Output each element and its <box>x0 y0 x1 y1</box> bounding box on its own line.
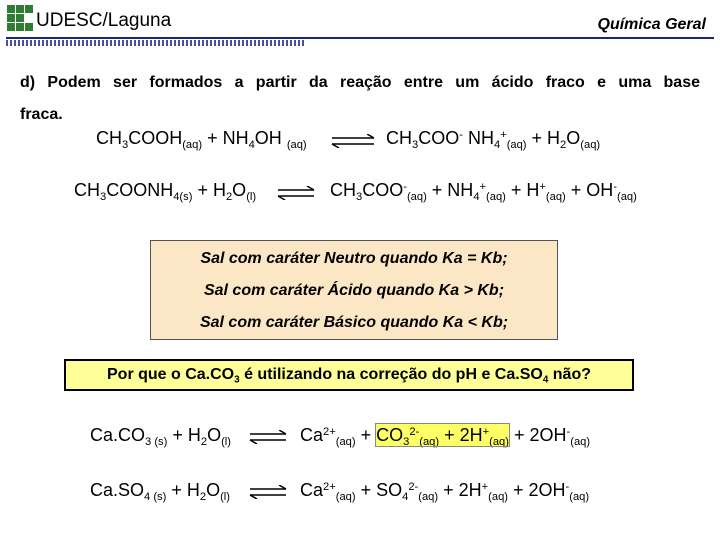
paragraph-line-1: d) Podem ser formados a partir da reação entre um ácido fraco e uma base <box>20 74 700 91</box>
salt-character-box <box>150 240 558 340</box>
basic-salt-rule: Sal com caráter Básico quando Ka < Kb; <box>199 314 509 331</box>
acid-salt-rule: Sal com caráter Ácido quando Ka > Kb; <box>203 282 505 299</box>
equilibrium-arrow-3-icon <box>248 430 288 449</box>
equation-2-right: $CH_3COO^-_{(aq)} + NH_4^+_{(aq)} + H^+_{(aq)} + OH^-_{(aq)}$ <box>330 180 637 203</box>
equilibrium-arrow-4-icon <box>248 485 288 504</box>
equation-1-left: $CH_3COOH_{(aq)} + NH_4OH$ $_{(aq)}$ <box>96 128 307 151</box>
equation-1-right: $CH_3COO^-$ $NH_4^+_{(aq)} + H_2O_{(aq)}$ <box>386 128 601 151</box>
paragraph-line-2: fraca. <box>20 106 63 123</box>
question-box: Por que o $Ca.CO_3$ é utilizando na correção do pH e $Ca.SO_4$ não? <box>64 359 634 391</box>
logo-text: UDESC/Laguna <box>36 10 172 31</box>
reaction-2-right: $Ca^{2+}_{(aq)} + SO_4^{2-}_{(aq)} + 2H^+_{(aq)} + 2OH^-_{(aq)}$ <box>300 480 590 503</box>
equilibrium-arrow-2-icon <box>276 186 316 205</box>
header-rule-checker <box>6 40 306 46</box>
reaction-1-left: $Ca.CO_{3 (s)} + H_2O_{(l)}$ <box>90 425 231 448</box>
reaction-1-right: $Ca^{2+}_{(aq)} + CO_3^{2-}_{(aq)} + 2H^+_{(aq)} + 2OH^-_{(aq)}$ <box>300 425 591 448</box>
equilibrium-arrow-1-icon <box>330 134 376 153</box>
equation-2-left: $CH_3COONH_{4(s)} + H_2O_{(l)}$ <box>74 180 257 203</box>
udesc-logo-icon <box>6 4 34 34</box>
header <box>0 0 720 44</box>
reaction-2-left: $Ca.SO_{4 (s)} + H_2O_{(l)}$ <box>90 480 231 503</box>
highlighted-products: $CO_3^{2-}_{(aq)} + 2H^+_{(aq)}$ <box>376 425 509 448</box>
neutral-salt-rule: Sal com caráter Neutro quando Ka = Kb; <box>200 250 508 267</box>
header-rule <box>6 37 714 39</box>
course-title: Química Geral <box>597 16 706 33</box>
